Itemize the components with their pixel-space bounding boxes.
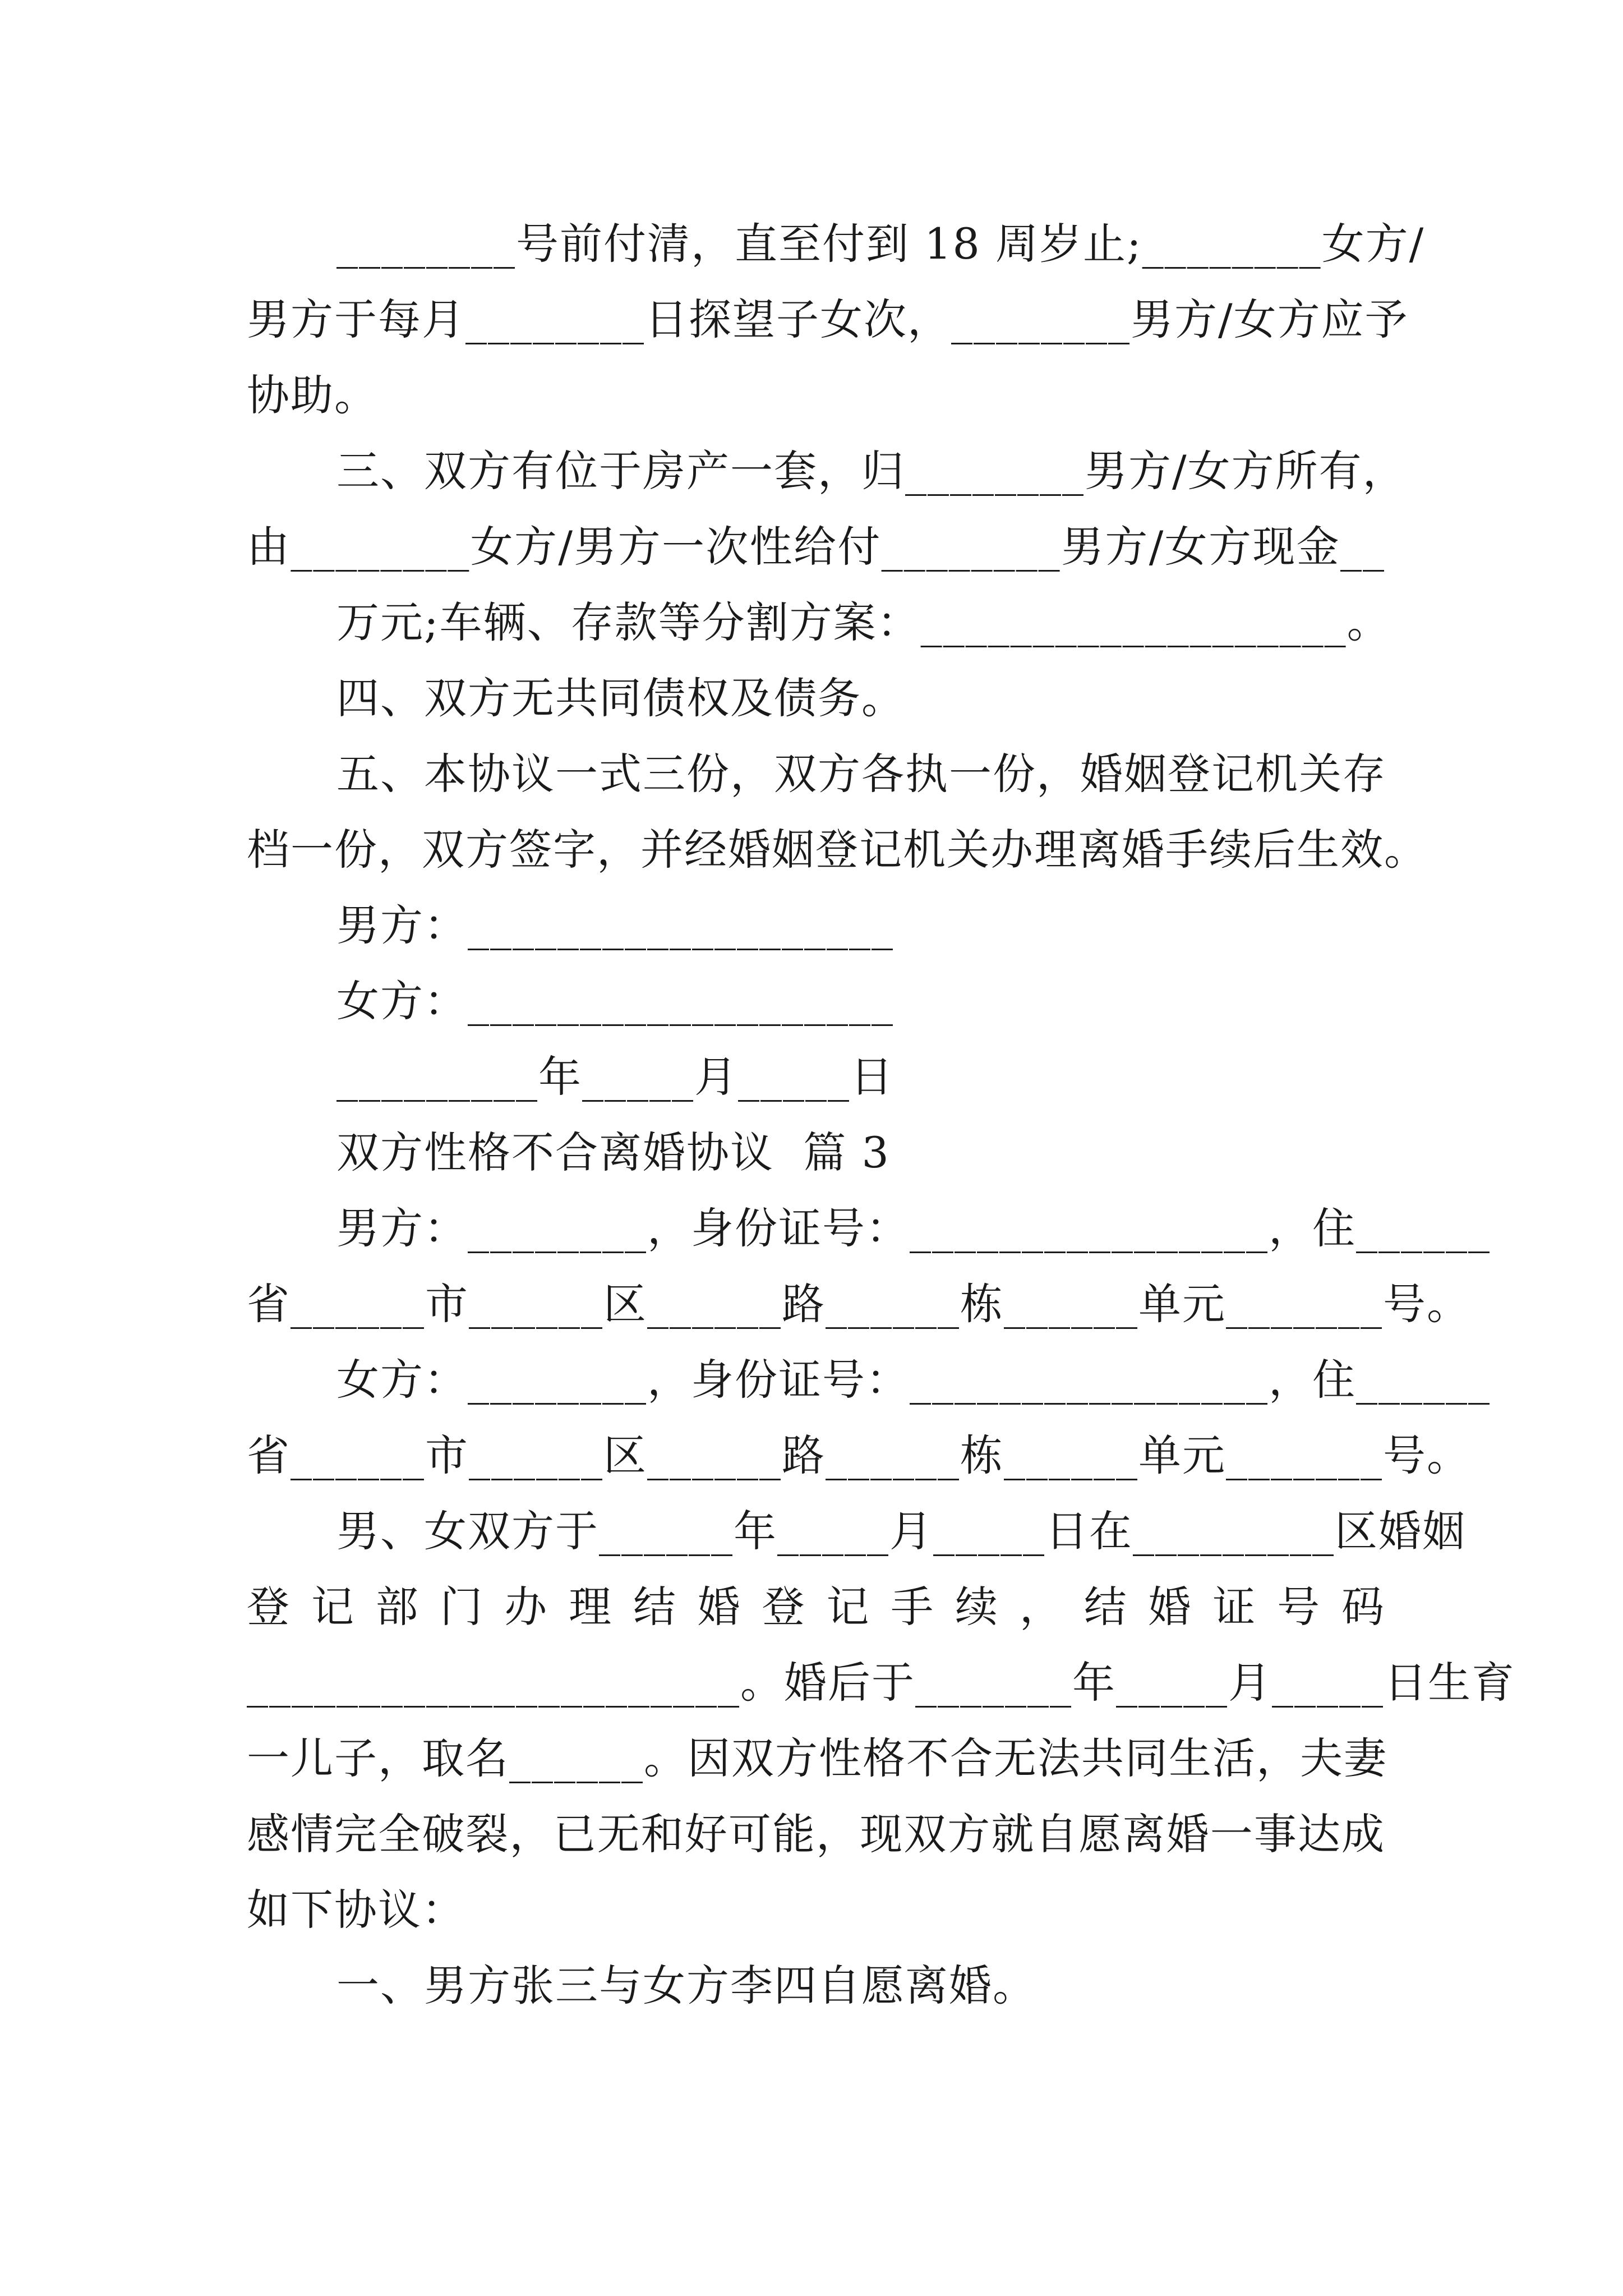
section-title: 双方性格不合离婚协议 篇 3 (336, 1128, 890, 1177)
paragraph-line-3: 协助。 (247, 370, 378, 420)
signature-female: 女方：___________________ (336, 976, 894, 1026)
clause-five-line-2: 档一份，双方签字，并经婚姻登记机关办理离婚手续后生效。 (247, 825, 1428, 875)
marriage-info-line-6: 如下协议： (247, 1885, 465, 1935)
paragraph-line-1: ________号前付清，直至付到 18 周岁止;________女方/ (336, 219, 1425, 269)
paragraph-line-2: 男方于每月________日探望子女次，________男方/女方应予 (247, 295, 1409, 344)
clause-three-line-3: 万元;车辆、存款等分割方案：___________________。 (336, 597, 1391, 647)
clause-five-line-1: 五、本协议一式三份，双方各执一份，婚姻登记机关存 (336, 749, 1386, 799)
clause-three-line-1: 三、双方有位于房产一套，归________男方/女方所有， (336, 446, 1407, 496)
male-info-line-2: 省______市______区______路______栋______单元_______号。 (247, 1279, 1470, 1329)
marriage-info-line-4: 一儿子，取名______。因双方性格不合无法共同生活，夫妻 (247, 1733, 1387, 1783)
clause-four: 四、双方无共同债权及债务。 (336, 673, 905, 723)
signature-male: 男方：___________________ (336, 900, 894, 950)
male-info-line-1: 男方：________，身份证号：________________，住______ (336, 1203, 1491, 1253)
signature-date: _________年_____月_____日 (336, 1052, 894, 1102)
marriage-info-line-3: ______________________。婚后于_______年_____月_____日生育 (247, 1658, 1515, 1708)
female-info-line-2: 省______市______区______路______栋______单元_______号。 (247, 1430, 1470, 1480)
marriage-info-line-1: 男、女双方于______年_____月_____日在_________区婚姻 (336, 1506, 1466, 1556)
female-info-line-1: 女方：________，身份证号：________________，住______ (336, 1355, 1491, 1405)
agreement-clause-one: 一、男方张三与女方李四自愿离婚。 (336, 1961, 1036, 2010)
marriage-info-line-5: 感情完全破裂，已无和好可能，现双方就自愿离婚一事达成 (247, 1809, 1385, 1859)
clause-three-line-2: 由________女方/男方一次性给付________男方/女方现金__ (247, 522, 1385, 572)
marriage-info-line-2: 登记部门办理结婚登记手续，结婚证号码 (247, 1582, 1385, 1632)
